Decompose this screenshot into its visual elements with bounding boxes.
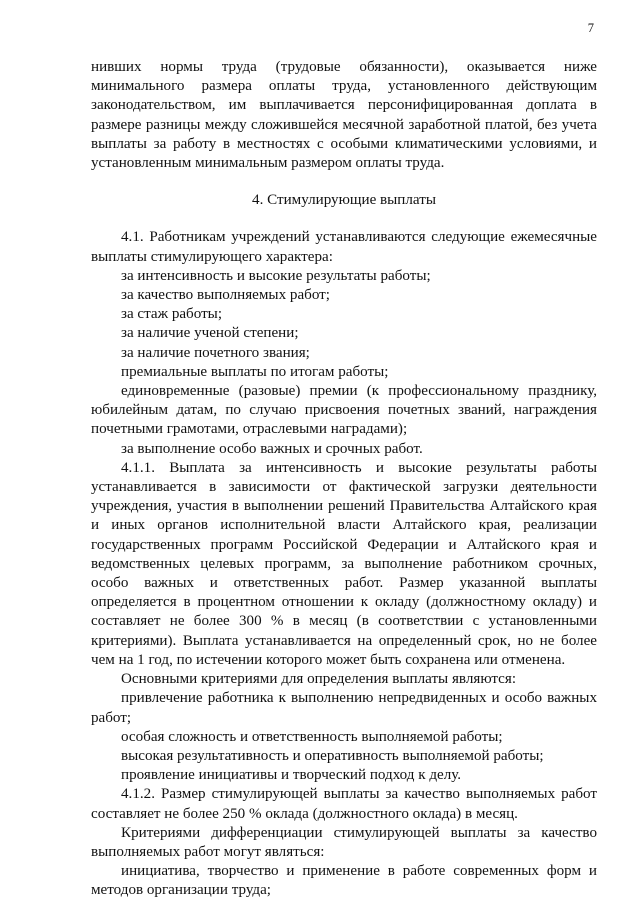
section-heading: 4. Стимулирующие выплаты	[252, 192, 436, 209]
criteria-item: привлечение работника к выполнению непредвиденных и особо важных работ;	[91, 690, 597, 726]
paragraph-criteria-intro: Основными критериями для определения выплаты являются:	[121, 671, 517, 688]
criteria-item: высокая результативность и оперативность выполняемой работы;	[121, 747, 544, 764]
paragraph-4-1-1: 4.1.1. Выплата за интенсивность и высокие результаты работы устанавливается в зависимости от фактической загрузки деятельности учреждения, участия в выполнении решений Правительства Алтайского края и иных органов исполнительной власти Алтайского края, реализации государственных программ Российской Федерации и Алтайского края и ведомственных целевых программ, за выполнение работником срочных, особо важных и ответственных работ. Размер указанной выплаты определяется в процентном отношении к окладу (должностному окладу) и составляет не более 300 % в месяц (в соответствии с установленными критериями). Выплата устанавливается на определенный срок, но не более чем на 1 год, по истечении которого может быть сохранена или отменена.	[91, 459, 597, 668]
list-item: за выполнение особо важных и срочных работ.	[121, 440, 423, 457]
list-item: за стаж работы;	[121, 306, 223, 323]
criteria-item: проявление инициативы и творческий подход к делу.	[121, 767, 462, 784]
quality-criteria-item: инициатива, творчество и применение в работе современных форм и методов организации труда;	[91, 863, 597, 899]
paragraph-4-1-2: 4.1.2. Размер стимулирующей выплаты за качество выполняемых работ составляет не более 250 % оклада (должностного оклада) в месяц.	[91, 786, 597, 822]
document-body	[91, 58, 597, 901]
list-item: за наличие почетного звания;	[121, 344, 310, 361]
list-item: за качество выполняемых работ;	[121, 287, 330, 304]
paragraph-4-1: 4.1. Работникам учреждений устанавливаются следующие ежемесячные выплаты стимулирующего характера:	[91, 229, 597, 265]
list-item: премиальные выплаты по итогам работы;	[121, 363, 389, 380]
list-item: за интенсивность и высокие результаты работы;	[121, 267, 431, 284]
criteria-item: особая сложность и ответственность выполняемой работы;	[121, 728, 503, 745]
paragraph-continuation: нивших нормы труда (трудовые обязанности), оказывается ниже минимального размера оплаты труда, установленного действующим законодательством, им выплачивается персонифицированная доплата в размере разницы между сложившейся месячной заработной платой, без учета выплаты за работу в местностях с особыми климатическими условиями, и установленным минимальным размером оплаты труда.	[91, 59, 597, 172]
list-item: за наличие ученой степени;	[121, 325, 299, 342]
page-number: 7	[587, 21, 594, 35]
list-item: единовременные (разовые) премии (к профессиональному празднику, юбилейным датам, по случаю присвоения почетных званий, награждения почетными грамотами, отраслевыми наградами);	[91, 383, 597, 438]
paragraph-quality-criteria-intro: Критериями дифференциации стимулирующей выплаты за качество выполняемых работ могут являться:	[91, 824, 597, 860]
